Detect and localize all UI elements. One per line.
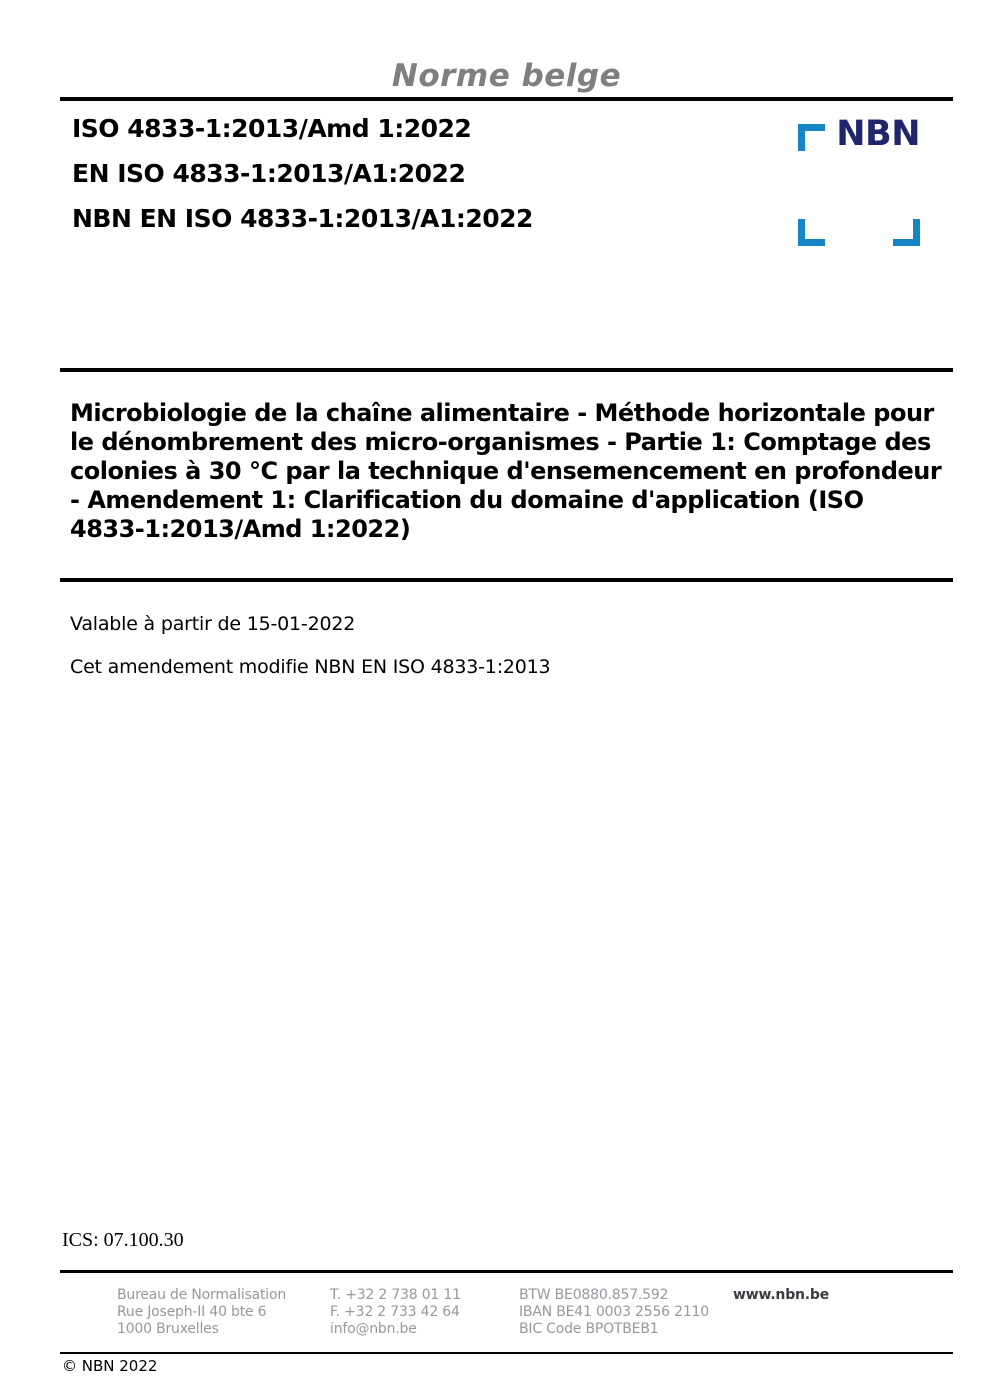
document-title-line: - Amendement 1: Clarification du domaine d'application (ISO — [70, 486, 864, 514]
copyright-notice: © NBN 2022 — [62, 1357, 158, 1375]
footer-fax: F. +32 2 733 42 64 — [330, 1304, 460, 1320]
footer-address-line: 1000 Bruxelles — [117, 1321, 219, 1337]
footer-phone: T. +32 2 738 01 11 — [330, 1287, 461, 1303]
footer-btw: BTW BE0880.857.592 — [519, 1287, 669, 1303]
divider-title-top — [60, 368, 953, 372]
divider-top — [60, 97, 953, 101]
logo-bracket-bottom-left-icon — [798, 219, 825, 246]
document-title-line: le dénombrement des micro-organismes - Partie 1: Comptage des — [70, 428, 931, 456]
standard-code-iso: ISO 4833-1:2013/Amd 1:2022 — [72, 114, 472, 143]
logo-bracket-top-left-icon — [798, 124, 825, 151]
footer-banking — [519, 1287, 709, 1338]
footer-address-line: Rue Joseph-II 40 bte 6 — [117, 1304, 267, 1320]
footer-contact — [330, 1287, 461, 1338]
logo-bracket-bottom-right-icon — [893, 219, 920, 246]
footer-email: info@nbn.be — [330, 1321, 417, 1337]
doc-type-heading: Norme belge — [391, 58, 622, 94]
standard-code-nbn: NBN EN ISO 4833-1:2013/A1:2022 — [72, 204, 533, 233]
document-title-line: colonies à 30 °C par la technique d'ensemencement en profondeur — [70, 457, 942, 485]
divider-footer-top — [60, 1270, 953, 1273]
ics-code: ICS: 07.100.30 — [62, 1229, 184, 1251]
valid-from-text: Valable à partir de 15-01-2022 — [70, 613, 356, 635]
footer-bic: BIC Code BPOTBEB1 — [519, 1321, 659, 1337]
document-title-line: 4833-1:2013/Amd 1:2022) — [70, 515, 411, 543]
footer-website: www.nbn.be — [733, 1287, 830, 1303]
nbn-logo-text: NBN — [836, 114, 920, 154]
document-title-line: Microbiologie de la chaîne alimentaire - Méthode horizontale pour — [70, 399, 934, 427]
standard-codes — [72, 106, 533, 241]
standard-code-en: EN ISO 4833-1:2013/A1:2022 — [72, 159, 466, 188]
footer-iban: IBAN BE41 0003 2556 2110 — [519, 1304, 709, 1320]
footer-address — [117, 1287, 286, 1338]
amendment-modifies-text: Cet amendement modifie NBN EN ISO 4833-1:2013 — [70, 656, 551, 678]
document-title — [70, 399, 970, 544]
nbn-logo — [798, 114, 920, 246]
footer-address-line: Bureau de Normalisation — [117, 1287, 287, 1303]
divider-title-bottom — [60, 578, 953, 582]
divider-footer-bottom — [60, 1352, 953, 1354]
